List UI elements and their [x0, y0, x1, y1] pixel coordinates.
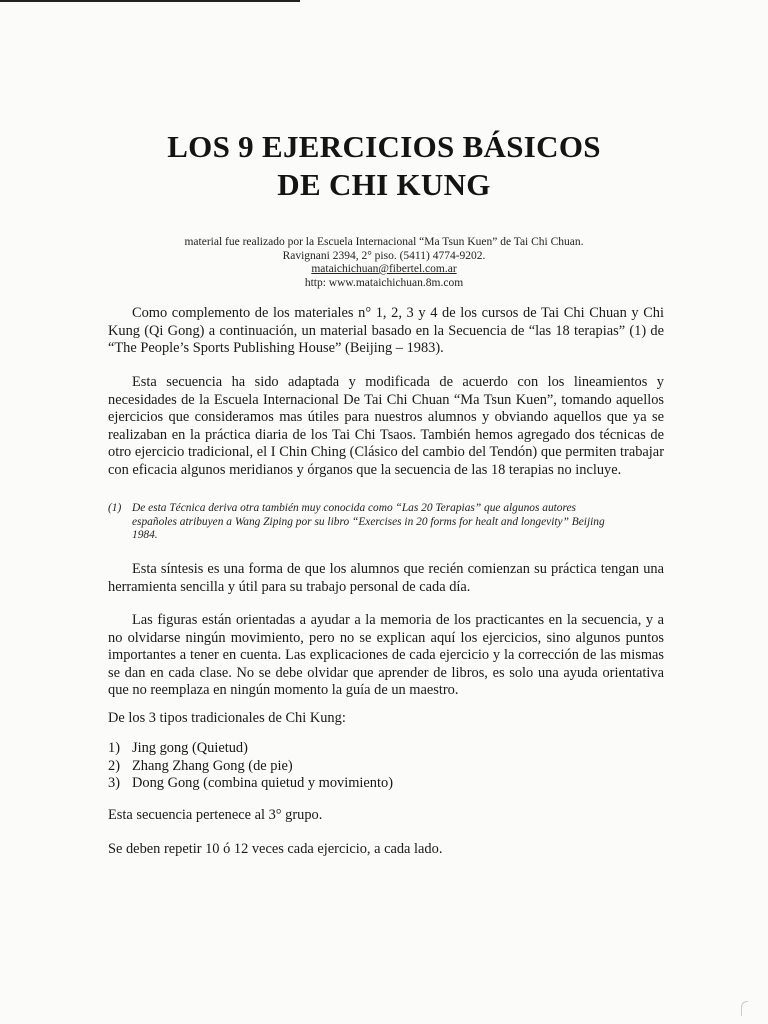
- scan-artifact: [741, 1001, 748, 1016]
- footnote-text-1: De esta Técnica deriva otra también muy conocida como “Las 20 Terapias” que algunos autores: [132, 502, 576, 514]
- credits-block: [0, 236, 768, 290]
- footnote-mark: (1): [108, 502, 122, 514]
- paragraph-group: Esta secuencia pertenece al 3° grupo.: [108, 807, 323, 823]
- list-item: [108, 740, 664, 758]
- title-line-2: DE CHI KUNG: [277, 167, 491, 202]
- footnote-line-3: 1984.: [132, 529, 158, 541]
- credits-address: Ravignani 2394, 2° piso. (5411) 4774-9202.: [282, 249, 486, 262]
- document-title: [0, 128, 768, 204]
- paragraph-types-intro: De los 3 tipos tradicionales de Chi Kung:: [108, 710, 346, 726]
- list-item-number: 1): [108, 740, 120, 756]
- footnote-line-2: españoles atribuyen a Wang Ziping por su libro “Exercises in 20 forms for healt and longevity” Beijing: [132, 515, 605, 528]
- list-item-text: Dong Gong (combina quietud y movimiento): [132, 775, 393, 791]
- paragraph-repetitions: Se deben repetir 10 ó 12 veces cada ejercicio, a cada lado.: [108, 841, 443, 857]
- paragraph-synthesis: Esta síntesis es una forma de que los alumnos que recién comienzan su práctica tengan una herramienta sencilla y útil para su trabajo personal de cada día.: [108, 561, 664, 595]
- title-line-1: LOS 9 EJERCICIOS BÁSICOS: [167, 129, 601, 164]
- list-item-text: Jing gong (Quietud): [132, 740, 248, 756]
- list-item: [108, 758, 664, 776]
- list-item-number: 3): [108, 775, 120, 791]
- credits-email: mataichichuan@fibertel.com.ar: [311, 263, 457, 275]
- credits-line-1: material fue realizado por la Escuela Internacional “Ma Tsun Kuen” de Tai Chi Chuan.: [184, 236, 584, 248]
- types-list: [108, 740, 664, 793]
- paragraph-adaptation: Esta secuencia ha sido adaptada y modificada de acuerdo con los lineamientos y necesidades de la Escuela Internacional De Tai Chi Chuan “Ma Tsun Kuen”, tomando aquellos ejercicios que consideramos mas útiles para nuestros alumnos y obviando aquellos que ya se realizaban en la práctica diaria de los Tai Chi Tsaos. También hemos agregado dos técnicas de otro ejercicio tradicional, el I Chin Ching (Clásico del cambio del Tendón) que permiten trabajar con eficacia algunos meridianos y órganos que la secuencia de las 18 terapias no incluye.: [108, 374, 664, 478]
- page-edge-line: [0, 0, 300, 2]
- paragraph-figures: Las figuras están orientadas a ayudar a la memoria de los practicantes en la secuencia, y a no olvidarse ningún movimiento, pero no se explican aquí los ejercicios, sino algunos puntos importantes a tener en cuenta. Las explicaciones de cada ejercicio y la corrección de las mismas se dan en cada clase. No se debe olvidar que aprender de libros, es solo una ayuda orientativa que no reemplaza en ningún momento la guía de un maestro.: [108, 612, 664, 698]
- credits-web: http: www.mataichichuan.8m.com: [304, 276, 464, 289]
- paragraph-intro: Como complemento de los materiales n° 1, 2, 3 y 4 de los cursos de Tai Chi Chuan y Chi Kung (Qi Gong) a continuación, un material basado en la Secuencia de “las 18 terapias” (1) de “The People’s Sports Publishing House” (Beijing – 1983).: [108, 305, 664, 356]
- footnote-line-1: [108, 502, 664, 516]
- list-item: [108, 775, 664, 793]
- footnote: [108, 502, 664, 543]
- list-item-text: Zhang Zhang Gong (de pie): [132, 757, 293, 774]
- list-item-number: 2): [108, 757, 120, 774]
